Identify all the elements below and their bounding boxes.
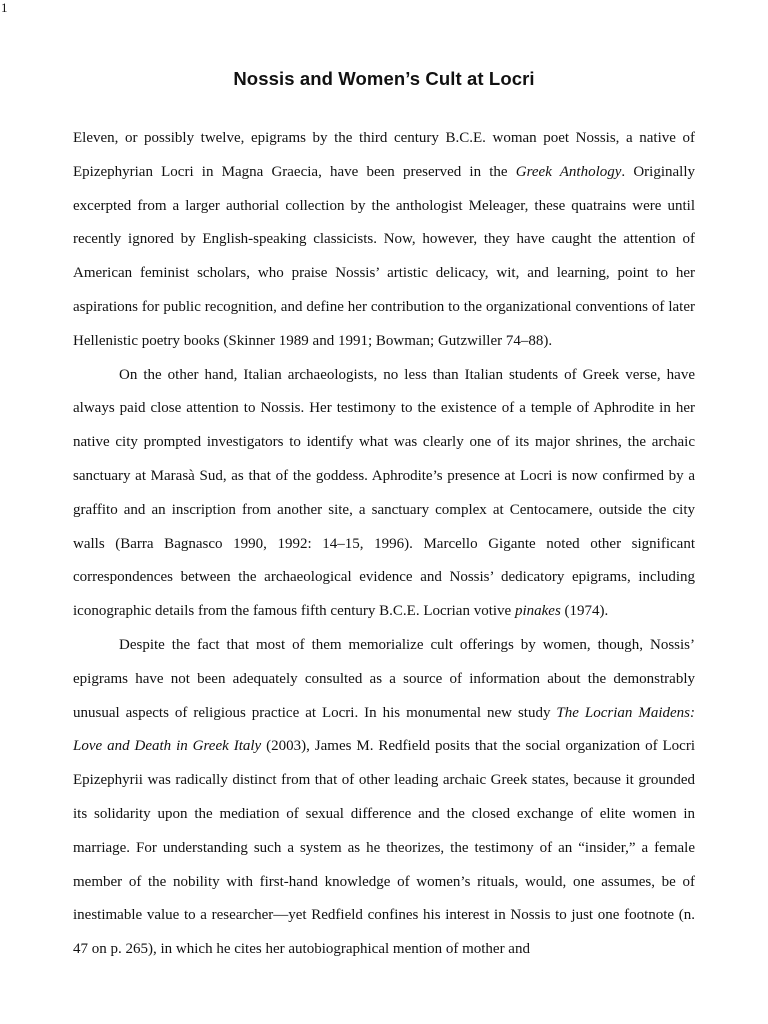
paragraph-3-text-a: Despite the fact that most of them memorialize cult offerings by women, though, Nossis’ epigrams have not been adequately consulted as a source of information about the demonstrably unusual aspects of religious practice at Locri. In his monumental new study [73,636,695,721]
page-number: 1 [1,0,8,15]
document-body [73,122,695,967]
paragraph-3 [73,629,695,967]
paragraph-2-text-b: (1974). [560,603,609,620]
paragraph-1-text-b: . Originally excerpted from a larger authorial collection by the anthologist Meleager, these quatrains were until recently ignored by English-speaking classicists. Now, however, they have caught the attention of American feminist scholars, who praise Nossis’ artistic delicacy, wit, and learning, point to her aspirations for public recognition, and define her contribution to the organizational conventions of later Hellenistic poetry books (Skinner 1989 and 1991; Bowman; Gutzwiller 74–88). [73,163,695,349]
paragraph-1-text-a: Eleven, or possibly twelve, epigrams by the third century B.C.E. woman poet Nossis, a native of Epizephyrian Locri in Magna Graecia, have been preserved in the [73,130,695,180]
paragraph-2-italic-term: pinakes [514,603,561,620]
paragraph-2 [73,359,695,629]
paragraph-1 [73,122,695,359]
paragraph-3-italic-title: The Locrian Maidens: Love and Death in Greek Italy [73,704,695,755]
document-title: Nossis and Women’s Cult at Locri [233,68,535,89]
paragraph-3-text-b: (2003), James M. Redfield posits that the social organization of Locri Epizephyrii was radically distinct from that of other leading archaic Greek states, because it grounded its solidarity upon the mediation of sexual difference and the closed exchange of elite women in marriage. For understanding such a system as he theorizes, the testimony of an “insider,” a female member of the nobility with first-hand knowledge of women’s rituals, would, one assumes, be of inestimable value to a researcher—yet Redfield confines his interest in Nossis to just one footnote (n. 47 on p. 265), in which he cites her autobiographical mention of mother and [73,738,695,958]
paragraph-2-text-a: On the other hand, Italian archaeologists, no less than Italian students of Greek verse, have always paid close attention to Nossis. Her testimony to the existence of a temple of Aphrodite in her native city prompted investigators to identify what was clearly one of its major shrines, the archaic sanctuary at Marasà Sud, as that of the goddess. Aphrodite’s presence at Locri is now confirmed by a graffito and an inscription from another site, a sanctuary complex at Centocamere, outside the city walls (Barra Bagnasco 1990, 1992: 14–15, 1996). Marcello Gigante noted other significant correspondences between the archaeological evidence and Nossis’ dedicatory epigrams, including iconographic details from the famous fifth century B.C.E. Locrian votive [73,366,695,620]
paragraph-1-italic-title: Greek Anthology [515,163,622,180]
